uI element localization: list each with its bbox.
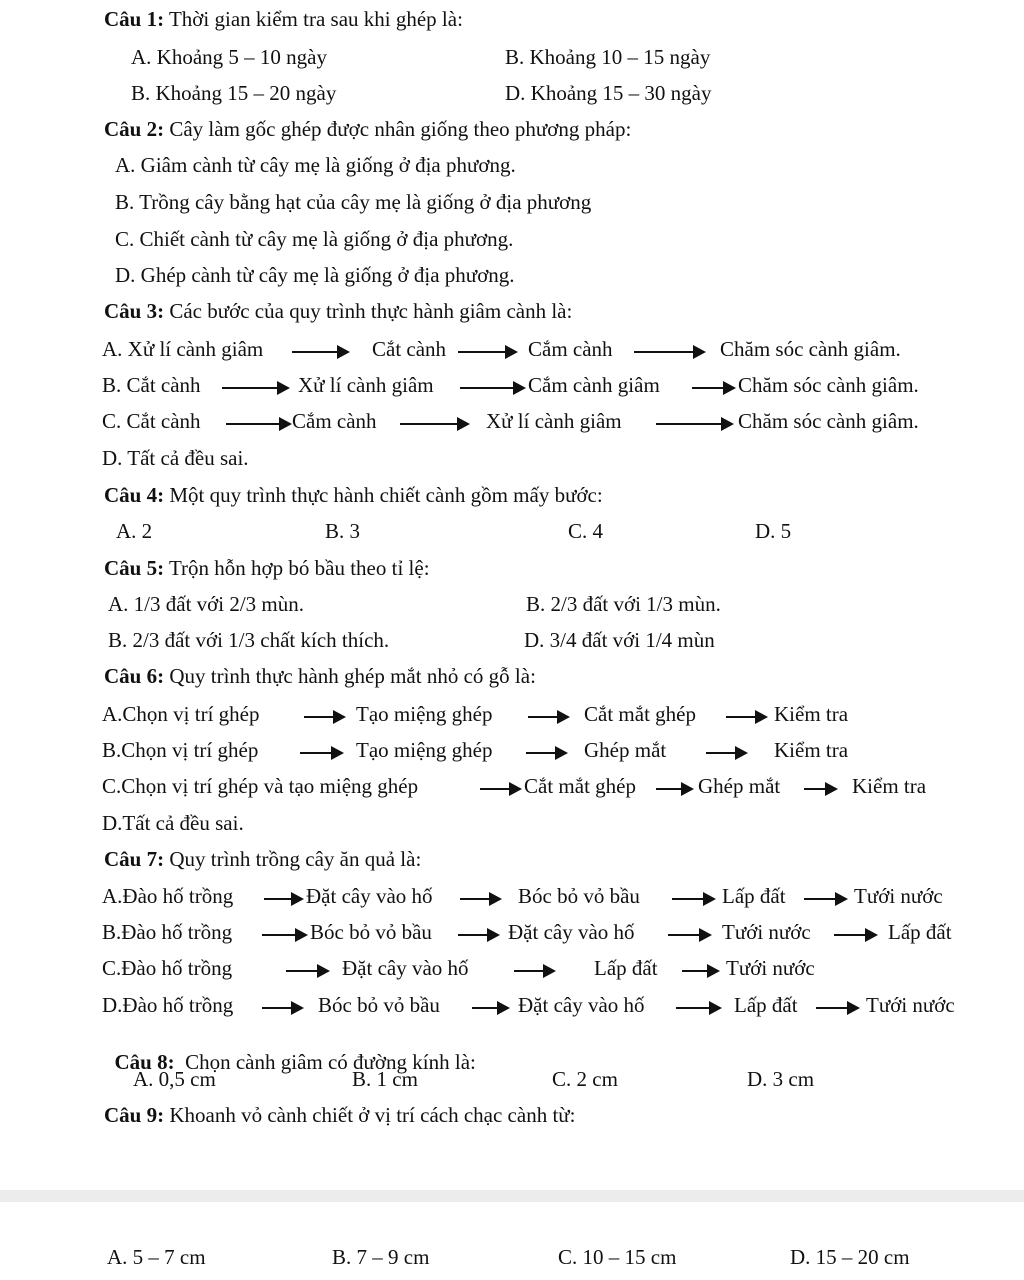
question-text: Trộn hỗn hợp bó bầu theo tỉ lệ:	[164, 556, 430, 580]
arrow-icon	[222, 387, 288, 389]
q6a-step-1: A.Chọn vị trí ghép	[102, 702, 260, 726]
q1-option-a: A. Khoảng 5 – 10 ngày	[131, 45, 327, 69]
arrow-icon	[264, 898, 302, 900]
arrow-icon	[286, 970, 328, 972]
q3c-step-1: C. Cắt cành	[102, 409, 201, 433]
arrow-icon	[706, 752, 746, 754]
q7b-step-2: Bóc bỏ vỏ bầu	[310, 920, 432, 944]
arrow-icon	[304, 716, 344, 718]
q3c-step-3: Xử lí cành giâm	[486, 409, 622, 433]
q6b-step-3: Ghép mắt	[584, 738, 667, 762]
arrow-icon	[634, 351, 704, 353]
arrow-icon	[668, 934, 710, 936]
question-2-title	[104, 119, 631, 140]
question-4-title	[104, 485, 603, 506]
q6b-step-4: Kiểm tra	[774, 738, 849, 762]
q7d-step-5: Tưới nước	[866, 993, 955, 1017]
q7d-step-2: Bóc bỏ vỏ bầu	[318, 993, 440, 1017]
q7a-step-2: Đặt cây vào hố	[306, 884, 433, 908]
q3b-step-2: Xử lí cành giâm	[298, 373, 434, 397]
q3a-step-2: Cắt cành	[372, 337, 447, 361]
question-6-title	[104, 666, 536, 687]
q5-option-c: B. 2/3 đất với 1/3 chất kích thích.	[108, 628, 390, 652]
q7b-step-5: Lấp đất	[888, 920, 952, 944]
q7c-step-4: Tưới nước	[726, 956, 815, 980]
q9-option-c: C. 10 – 15 cm	[558, 1245, 677, 1269]
arrow-icon	[672, 898, 714, 900]
q6c-step-1: C.Chọn vị trí ghép và tạo miệng ghép	[102, 774, 419, 798]
question-text: Quy trình thực hành ghép mắt nhỏ có gỗ là:	[164, 664, 536, 688]
arrow-icon	[460, 898, 500, 900]
q2-option-d: D. Ghép cành từ cây mẹ là giống ở địa phương.	[115, 263, 515, 287]
question-label: Câu 7:	[104, 847, 165, 871]
arrow-icon	[262, 1007, 302, 1009]
arrow-icon	[726, 716, 766, 718]
q7a-step-4: Lấp đất	[722, 884, 786, 908]
q7a-step-3: Bóc bỏ vỏ bầu	[518, 884, 640, 908]
q3b-step-1: B. Cắt cành	[102, 373, 201, 397]
arrow-icon	[262, 934, 306, 936]
arrow-icon	[458, 351, 516, 353]
arrow-icon	[834, 934, 876, 936]
q7a-step-5: Tưới nước	[854, 884, 943, 908]
arrow-icon	[458, 934, 498, 936]
arrow-icon	[682, 970, 718, 972]
arrow-icon	[656, 423, 732, 425]
q3c-step-4: Chăm sóc cành giâm.	[738, 409, 919, 433]
q6a-step-3: Cắt mắt ghép	[584, 702, 696, 726]
question-text: Khoanh vỏ cành chiết ở vị trí cách chạc cành từ:	[164, 1103, 576, 1127]
q1-option-d: D. Khoảng 15 – 30 ngày	[505, 81, 712, 105]
arrow-icon	[480, 788, 520, 790]
q8-option-d: D. 3 cm	[747, 1067, 815, 1091]
q1-option-b: B. Khoảng 10 – 15 ngày	[505, 45, 711, 69]
page-break-divider	[0, 1190, 1024, 1202]
q8-option-a: A. 0,5 cm	[133, 1067, 216, 1091]
q4-option-d: D. 5	[755, 519, 792, 543]
q3a-step-4: Chăm sóc cành giâm.	[720, 337, 901, 361]
question-text: Chọn cành giâm có đường kính là:	[174, 1050, 476, 1074]
q6b-step-1: B.Chọn vị trí ghép	[102, 738, 259, 762]
q7d-step-1: D.Đào hố trồng	[102, 993, 234, 1017]
q7d-step-4: Lấp đất	[734, 993, 798, 1017]
q6c-step-3: Ghép mắt	[698, 774, 781, 798]
q6c-step-2: Cắt mắt ghép	[524, 774, 636, 798]
arrow-icon	[514, 970, 554, 972]
arrow-icon	[816, 1007, 858, 1009]
question-label: Câu 6:	[104, 664, 165, 688]
question-label: Câu 1:	[104, 7, 165, 31]
q5-option-d: D. 3/4 đất với 1/4 mùn	[524, 628, 715, 652]
question-label: Câu 2:	[104, 117, 165, 141]
arrow-icon	[292, 351, 348, 353]
q4-option-b: B. 3	[325, 519, 361, 543]
question-text: Quy trình trồng cây ăn quả là:	[164, 847, 422, 871]
q8-option-b: B. 1 cm	[352, 1067, 418, 1091]
question-5-title	[104, 558, 430, 579]
q7b-step-4: Tưới nước	[722, 920, 811, 944]
arrow-icon	[804, 898, 846, 900]
q9-option-b: B. 7 – 9 cm	[332, 1245, 430, 1269]
question-label: Câu 5:	[104, 556, 165, 580]
q5-option-a: A. 1/3 đất với 2/3 mùn.	[108, 592, 305, 616]
question-text: Cây làm gốc ghép được nhân giống theo phương pháp:	[164, 117, 632, 141]
q2-option-b: B. Trồng cây bằng hạt của cây mẹ là giống ở địa phương	[115, 190, 592, 214]
arrow-icon	[526, 752, 566, 754]
q7c-step-1: C.Đào hố trồng	[102, 956, 233, 980]
arrow-icon	[460, 387, 524, 389]
q8-option-c: C. 2 cm	[552, 1067, 618, 1091]
q7c-step-2: Đặt cây vào hố	[342, 956, 469, 980]
q7b-step-1: B.Đào hố trồng	[102, 920, 233, 944]
arrow-icon	[656, 788, 692, 790]
arrow-icon	[472, 1007, 508, 1009]
q4-option-a: A. 2	[116, 519, 153, 543]
arrow-icon	[226, 423, 290, 425]
q3-option-d: D. Tất cả đều sai.	[102, 446, 249, 470]
arrow-icon	[676, 1007, 720, 1009]
q7b-step-3: Đặt cây vào hố	[508, 920, 635, 944]
question-9-title	[104, 1105, 576, 1126]
q3a-step-3: Cắm cành	[528, 337, 613, 361]
q3b-step-4: Chăm sóc cành giâm.	[738, 373, 919, 397]
q3c-step-2: Cắm cành	[292, 409, 377, 433]
q1-option-c: B. Khoảng 15 – 20 ngày	[131, 81, 337, 105]
question-3-title	[104, 301, 572, 322]
q6b-step-2: Tạo miệng ghép	[356, 738, 493, 762]
q7c-step-3: Lấp đất	[594, 956, 658, 980]
question-label: Câu 9:	[104, 1103, 165, 1127]
arrow-icon	[528, 716, 568, 718]
q6-option-d: D.Tất cả đều sai.	[102, 811, 244, 835]
question-text: Thời gian kiểm tra sau khi ghép là:	[164, 7, 463, 31]
q6a-step-2: Tạo miệng ghép	[356, 702, 493, 726]
q6a-step-4: Kiểm tra	[774, 702, 849, 726]
q9-option-a: A. 5 – 7 cm	[107, 1245, 206, 1269]
arrow-icon	[300, 752, 342, 754]
q9-option-d: D. 15 – 20 cm	[790, 1245, 910, 1269]
question-label: Câu 3:	[104, 299, 165, 323]
q7a-step-1: A.Đào hố trồng	[102, 884, 234, 908]
question-text: Một quy trình thực hành chiết cành gồm mấy bước:	[164, 483, 603, 507]
q3a-step-1: A. Xử lí cành giâm	[102, 337, 264, 361]
q6c-step-4: Kiểm tra	[852, 774, 927, 798]
q2-option-c: C. Chiết cành từ cây mẹ là giống ở địa phương.	[115, 227, 514, 251]
question-text: Các bước của quy trình thực hành giâm cành là:	[164, 299, 573, 323]
arrow-icon	[804, 788, 836, 790]
arrow-icon	[692, 387, 734, 389]
arrow-icon	[400, 423, 468, 425]
q5-option-b: B. 2/3 đất với 1/3 mùn.	[526, 592, 721, 616]
q3b-step-3: Cắm cành giâm	[528, 373, 660, 397]
q4-option-c: C. 4	[568, 519, 604, 543]
question-label: Câu 4:	[104, 483, 165, 507]
q2-option-a: A. Giâm cành từ cây mẹ là giống ở địa phương.	[115, 153, 516, 177]
question-7-title	[104, 849, 421, 870]
q7d-step-3: Đặt cây vào hố	[518, 993, 645, 1017]
question-1-title	[104, 9, 463, 30]
question-label: Câu 8:	[114, 1050, 175, 1074]
